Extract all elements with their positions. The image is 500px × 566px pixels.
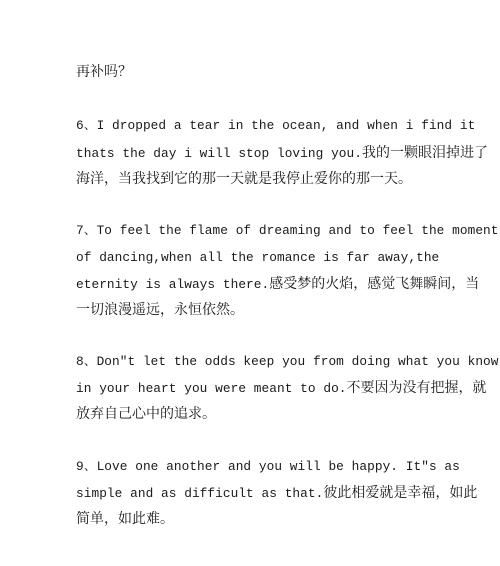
item-7-line-3 — [76, 274, 479, 295]
item-7-line-1: 7、To feel the flame of dreaming and to feel the moment — [76, 223, 499, 238]
item-8-line-3: 放弃自己心中的追求。 — [76, 406, 216, 422]
item-8-line-2-chinese: 不要因为没有把握，就 — [346, 380, 487, 396]
item-8-line-2 — [76, 378, 487, 399]
item-6-line-2-chinese: 我的一颗眼泪掉进了 — [362, 145, 488, 161]
item-7-line-3-english: eternity is always there. — [76, 277, 270, 292]
item-6-line-2 — [76, 143, 488, 164]
item-8-line-2-english: in your heart you were meant to do. — [76, 381, 347, 396]
item-9-line-1: 9、Love one another and you will be happy. It"s as — [76, 459, 460, 474]
item-7-line-2: of dancing,when all the romance is far away,the — [76, 250, 440, 265]
item-6-line-1: 6、I dropped a tear in the ocean, and when i find it — [76, 118, 476, 133]
item-9-line-2-english: simple and as difficult as that. — [76, 486, 324, 501]
item-7-line-4: 一切浪漫遥远，永恒依然。 — [76, 302, 244, 318]
item-9-line-2-chinese: 彼此相爱就是幸福，如此 — [323, 485, 478, 501]
item-6-line-2-english: thats the day i will stop loving you. — [76, 146, 362, 161]
intro-line-1: 再补吗？ — [76, 64, 132, 80]
item-8-line-1: 8、Don"t let the odds keep you from doing what you know — [76, 354, 499, 369]
item-9-line-2 — [76, 483, 477, 504]
item-6-line-3: 海洋，当我找到它的那一天就是我停止爱你的那一天。 — [76, 171, 412, 187]
item-7-line-3-chinese: 感受梦的火焰，感觉飞舞瞬间，当 — [269, 276, 480, 292]
item-9-line-3: 简单，如此难。 — [76, 511, 174, 527]
